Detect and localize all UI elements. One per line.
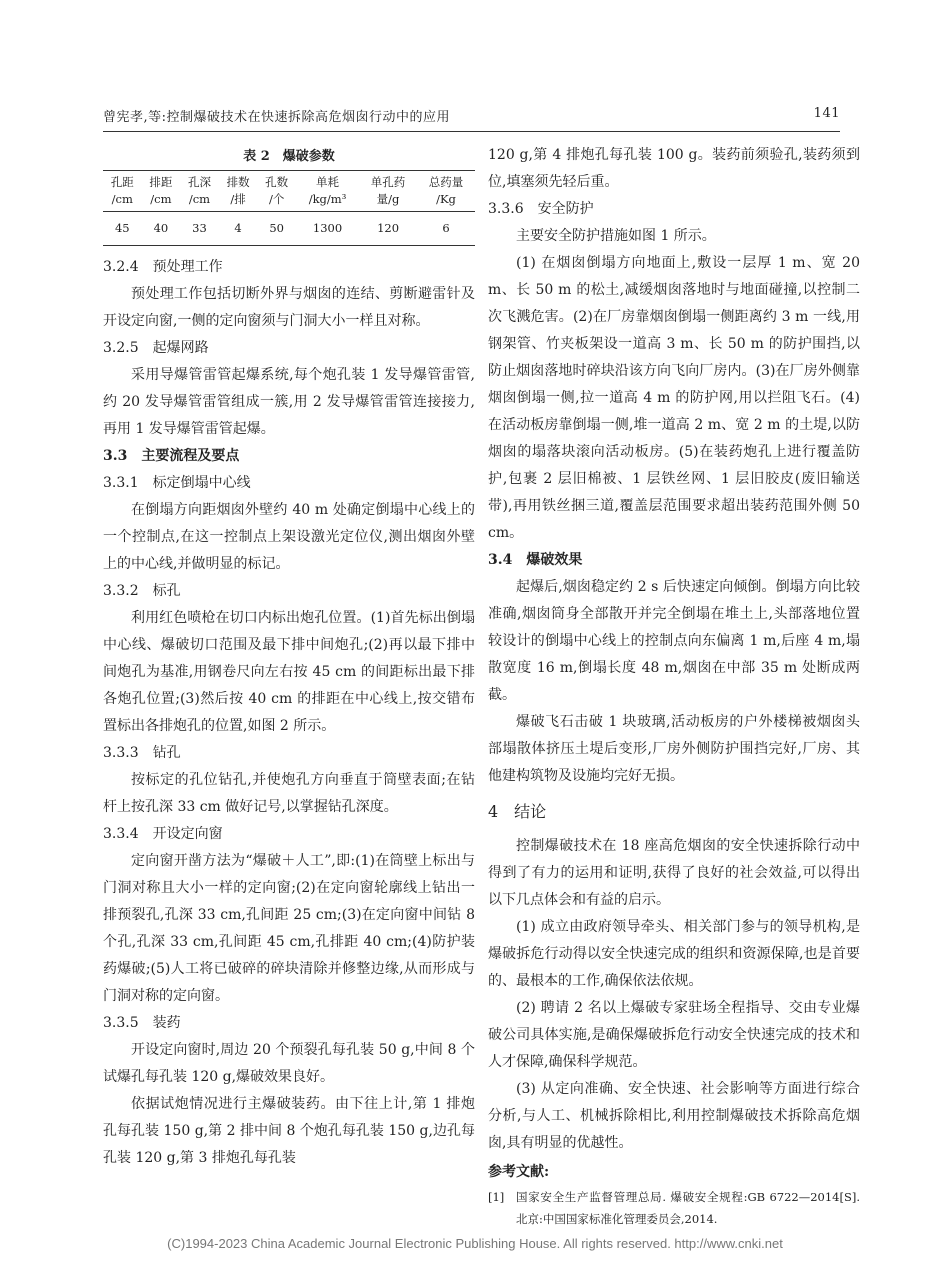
blasting-parameters-table: [103, 170, 475, 246]
table-cell: 6: [417, 212, 475, 246]
paragraph: 定向窗开凿方法为“爆破＋人工”,即:(1)在筒壁上标出与门洞对称且大小一样的定向窗;(2)在定向窗轮廓线上钻出一排预裂孔,孔深 33 cm,孔间距 25 cm;(3)在定向窗中间钻 8 个孔,孔深 33 cm,孔间距 45 cm,孔排距 40 cm;(4)防护装药爆破;(5)人工将已破碎的碎块清除并修整边缘,从而形成与门洞对称的定向窗。: [103, 853, 475, 1004]
paragraph: (1) 在烟囱倒塌方向地面上,敷设一层厚 1 m、宽 20 m、长 50 m 的松土,减缓烟囱落地时与地面碰撞,以控制二次飞溅危害。(2)在厂房靠烟囱倒塌一侧距离约 3 m 一线,用钢架管、竹夹板架设一道高 3 m、长 50 m 的防护围挡,以防止烟囱落地时碎块沿该方向飞向厂房内。(3)在厂房外侧靠烟囱倒塌一侧,拉一道高 4 m 的防护网,用以拦阻飞石。(4)在活动板房靠倒塌一侧,堆一道高 2 m、宽 2 m 的土堤,以防烟囱的塌落块滚向活动板房。(5)在装药炮孔上进行覆盖防护,包裹 2 层旧棉被、1 层铁丝网、1 层旧胶皮(废旧输送带),再用铁丝捆三道,覆盖层范围要求超出装药范围外侧 50 cm。: [488, 255, 860, 541]
paragraph: 爆破飞石击破 1 块玻璃,活动板房的户外楼梯被烟囱头部塌散体挤压土堤后变形,厂房外侧防护围挡完好,厂房、其他建构筑物及设施均完好无损。: [488, 714, 860, 784]
table-cell: 50: [257, 212, 296, 246]
col-header: 排距 /cm: [142, 171, 181, 212]
paragraph: 采用导爆管雷管起爆系统,每个炮孔装 1 发导爆管雷管,约 20 发导爆管雷管组成一簇,用 2 发导爆管雷管连接接力,再用 1 发导爆管雷管起爆。: [103, 367, 475, 437]
left-column: [103, 142, 475, 1172]
paragraph: (1) 成立由政府领导牵头、相关部门参与的领导机构,是爆破拆危行动得以安全快速完成的组织和资源保障,也是首要的、最根本的工作,确保依法依规。: [488, 919, 860, 989]
section-heading: 3.3.1 标定倒塌中心线: [103, 475, 251, 491]
header-rule: [103, 131, 840, 132]
col-header: 单孔药 量/g: [359, 171, 417, 212]
page-number: 141: [813, 106, 840, 121]
paragraph: 在倒塌方向距烟囱外壁约 40 m 处确定倒塌中心线上的一个控制点,在这一控制点上架设激光定位仪,测出烟囱外壁上的中心线,并做明显的标记。: [103, 502, 475, 572]
paragraph: 控制爆破技术在 18 座高危烟囱的安全快速拆除行动中得到了有力的运用和证明,获得了良好的社会效益,可以得出以下几点体会和有益的启示。: [488, 838, 860, 908]
table-cell: 45: [103, 212, 142, 246]
section-heading: 3.3.2 标孔: [103, 583, 181, 599]
table-caption: 表 2 爆破参数: [243, 149, 335, 164]
table-cell: 4: [219, 212, 258, 246]
col-header: 孔数 /个: [257, 171, 296, 212]
section-heading: 3.3.6 安全防护: [488, 201, 594, 217]
section-heading: 3.3.5 装药: [103, 1015, 181, 1031]
paragraph: 120 g,第 4 排炮孔每孔装 100 g。装药前须验孔,装药须到位,填塞须先轻后重。: [488, 147, 860, 190]
running-title: 曾宪孝,等:控制爆破技术在快速拆除高危烟囱行动中的应用: [103, 110, 451, 125]
paragraph: 起爆后,烟囱稳定约 2 s 后快速定向倾倒。倒塌方向比较准确,烟囱筒身全部散开并完全倒塌在堆土上,头部落地位置较设计的倒塌中心线上的控制点向东偏离 1 m,后座 4 m,塌散宽度 16 m,倒塌长度 48 m,烟囱在中部 35 m 处断成两截。: [488, 579, 860, 703]
right-column: [488, 142, 860, 1230]
paragraph: 主要安全防护措施如图 1 所示。: [516, 228, 716, 244]
section-heading: 3.2.5 起爆网路: [103, 340, 209, 356]
running-head: [103, 106, 840, 128]
col-header: 排数 /排: [219, 171, 258, 212]
table-cell: 1300: [296, 212, 359, 246]
references-heading: 参考文献:: [488, 1164, 550, 1180]
paragraph: (2) 聘请 2 名以上爆破专家驻场全程指导、交由专业爆破公司具体实施,是确保爆破拆危行动安全快速完成的技术和人才保障,确保科学规范。: [488, 1000, 860, 1070]
paragraph: 预处理工作包括切断外界与烟囱的连结、剪断避雷针及开设定向窗,一侧的定向窗须与门洞大小一样且对称。: [103, 286, 475, 329]
col-header: 单耗 /kg/m³: [296, 171, 359, 212]
reference-number: [1]: [488, 1190, 505, 1204]
table-row: [103, 212, 475, 246]
paragraph: 按标定的孔位钻孔,并使炮孔方向垂直于筒壁表面;在钻杆上按孔深 33 cm 做好记号,以掌握钻孔深度。: [103, 772, 475, 815]
paragraph: 依据试炮情况进行主爆破装药。由下往上计,第 1 排炮孔每孔装 150 g,第 2 排中间 8 个炮孔每孔装 150 g,边孔每孔装 120 g,第 3 排炮孔每孔装: [103, 1096, 475, 1166]
col-header: 孔深 /cm: [180, 171, 219, 212]
col-header: 孔距 /cm: [103, 171, 142, 212]
section-heading: 3.2.4 预处理工作: [103, 259, 223, 275]
copyright-footer: (C)1994-2023 China Academic Journal Electronic Publishing House. All rights reserved. http://www.cnki.net: [167, 1236, 783, 1251]
col-header: 总药量 /Kg: [417, 171, 475, 212]
reference-text: 国家安全生产监督管理总局. 爆破安全规程:GB 6722—2014[S]. 北京:中国国家标准化管理委员会,2014.: [516, 1190, 860, 1226]
table-cell: 120: [359, 212, 417, 246]
table-cell: 33: [180, 212, 219, 246]
section-heading: 4 结论: [488, 802, 547, 821]
section-heading: 3.3.4 开设定向窗: [103, 826, 223, 842]
paragraph: 开设定向窗时,周边 20 个预裂孔每孔装 50 g,中间 8 个试爆孔每孔装 120 g,爆破效果良好。: [103, 1042, 475, 1085]
table-cell: 40: [142, 212, 181, 246]
paragraph: (3) 从定向准确、安全快速、社会影响等方面进行综合分析,与人工、机械拆除相比,利用控制爆破技术拆除高危烟囱,具有明显的优越性。: [488, 1081, 860, 1151]
reference-item: [488, 1186, 860, 1230]
paragraph: 利用红色喷枪在切口内标出炮孔位置。(1)首先标出倒塌中心线、爆破切口范围及最下排中间炮孔;(2)再以最下排中间炮孔为基准,用钢卷尺向左右按 45 cm 的间距标出最下排各炮孔位置;(3)然后按 40 cm 的排距在中心线上,按交错布置标出各排炮孔的位置,如图 2 所示。: [103, 610, 475, 734]
section-heading: 3.3.3 钻孔: [103, 745, 181, 761]
section-heading: 3.3 主要流程及要点: [103, 448, 240, 464]
section-heading: 3.4 爆破效果: [488, 552, 583, 568]
